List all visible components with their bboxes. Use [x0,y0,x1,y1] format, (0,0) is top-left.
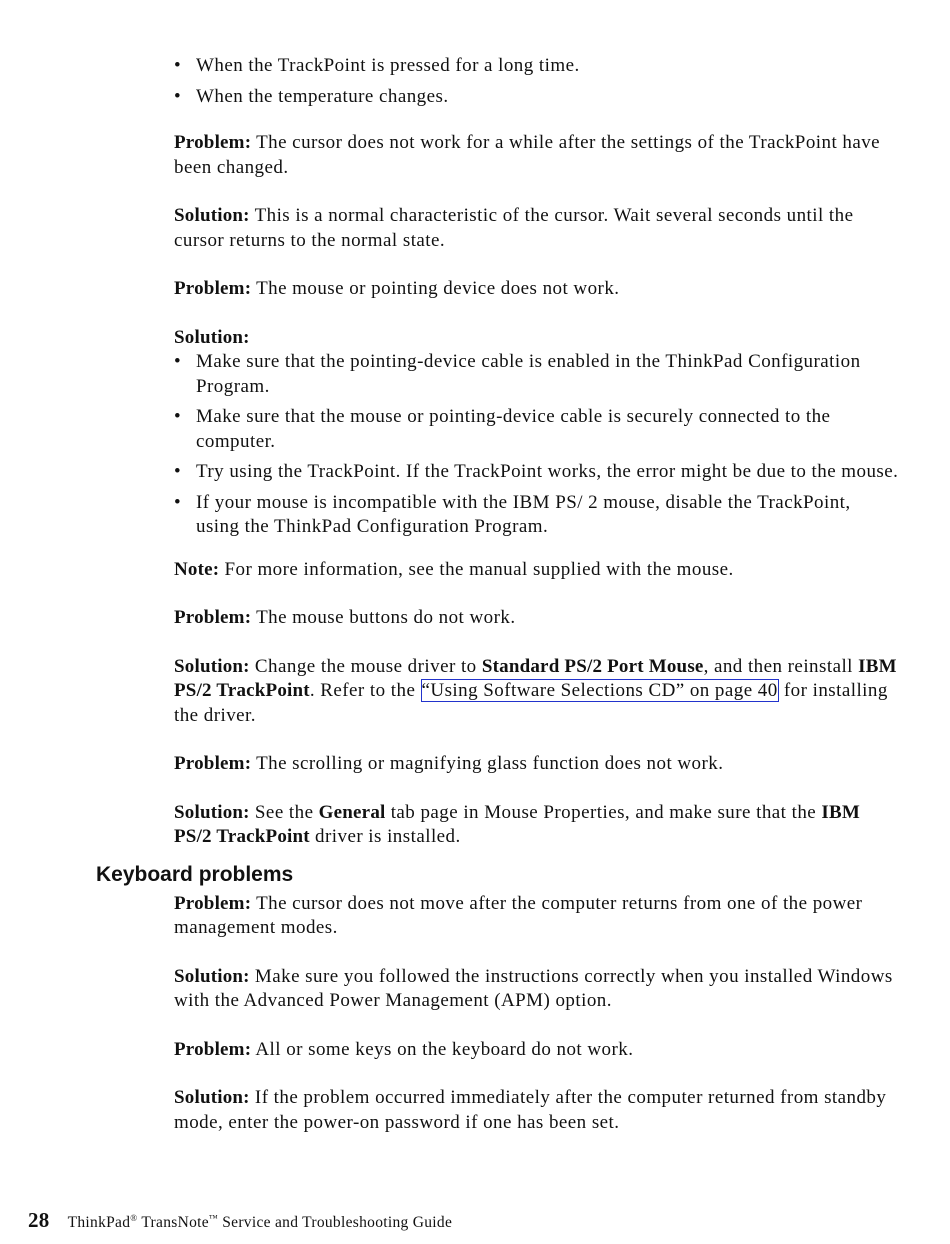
footer-title: ThinkPad [67,1214,131,1231]
driver-name: IBM PS/2 TrackPoint [174,801,860,847]
problem-paragraph [174,606,899,631]
solution-paragraph [174,655,899,729]
solution-label: Solution: [174,326,250,348]
problem-text: The cursor does not work for a while after the settings of the TrackPoint have been changed. [174,132,881,178]
note-paragraph [174,558,899,583]
problem-paragraph [174,892,899,941]
tab-name: General [318,801,386,823]
list-item: • Make sure that the mouse or pointing-device cable is securely connected to the computer. [174,405,899,454]
driver-name: Standard PS/2 Port Mouse [481,655,704,677]
solution-text: Make sure you followed the instructions correctly when you installed Windows with the Advanced Power Management (APM) option. [174,965,893,1011]
solution-paragraph [174,204,899,253]
solution-list [174,350,899,540]
solution-text: This is a normal characteristic of the cursor. Wait several seconds until the cursor returns to the normal state. [174,205,854,251]
page-content [96,54,899,1135]
solution-paragraph [174,326,899,351]
solution-text: . Refer to the [309,680,421,701]
problem-label: Problem: [174,132,252,153]
list-item: • Make sure that the pointing-device cable is enabled in the ThinkPad Configuration Program. [174,350,899,399]
note-text: For more information, see the manual supplied with the mouse. [219,558,734,580]
problem-text: The mouse buttons do not work. [251,607,516,628]
problem-text: The scrolling or magnifying glass function does not work. [251,753,724,774]
list-item: • When the temperature changes. [174,85,899,110]
solution-paragraph [174,1086,899,1135]
section-heading: Keyboard problems [96,862,294,886]
solution-label: Solution: [174,205,250,226]
solution-text: , and then reinstall [703,655,859,677]
problem-paragraph [174,752,899,777]
page-footer [28,1208,452,1233]
solution-text: driver is installed. [309,826,461,847]
list-item: • When the TrackPoint is pressed for a long time. [174,54,899,79]
solution-text: tab page in Mouse Properties, and make sure that the [385,801,822,823]
solution-text: See the [249,801,319,823]
driver-name: IBM PS/2 TrackPoint [174,655,897,701]
problem-text: All or some keys on the keyboard do not work. [251,1038,634,1060]
solution-text: If the problem occurred immediately after the computer returned from standby mode, enter the power-on password if one has been set. [174,1087,887,1133]
solution-label: Solution: [174,1087,250,1108]
problem-label: Problem: [174,607,252,628]
list-item: • Try using the TrackPoint. If the TrackPoint works, the error might be due to the mouse. [174,460,899,485]
solution-label: Solution: [174,965,250,987]
page-number: 28 [28,1208,50,1232]
solution-label: Solution: [174,655,250,677]
problem-label: Problem: [174,892,252,914]
problem-text: The mouse or pointing device does not work. [251,278,620,299]
cross-reference-link[interactable]: “Using Software Selections CD” on page 40 [421,680,778,701]
solution-paragraph [174,965,899,1014]
trademark-mark: ™ [208,1212,219,1223]
problem-label: Problem: [174,278,252,299]
problem-text: The cursor does not move after the computer returns from one of the power management modes. [174,892,863,938]
solution-text: Change the mouse driver to [249,655,482,677]
problem-label: Problem: [174,753,252,774]
footer-title: TransNote [137,1214,209,1231]
registered-mark: ® [130,1212,138,1223]
problem-label: Problem: [174,1038,252,1060]
problem-paragraph [174,1038,899,1063]
problem-paragraph [174,131,899,180]
footer-title: Service and Troubleshooting Guide [218,1214,453,1231]
condition-list [174,54,899,109]
list-item: • If your mouse is incompatible with the IBM PS/ 2 mouse, disable the TrackPoint, using the ThinkPad Configuration Program. [174,491,899,540]
solution-paragraph [174,801,899,850]
solution-label: Solution: [174,801,250,823]
note-label: Note: [174,558,220,580]
solution-text: for installing the driver. [174,680,888,726]
problem-paragraph [174,277,899,302]
